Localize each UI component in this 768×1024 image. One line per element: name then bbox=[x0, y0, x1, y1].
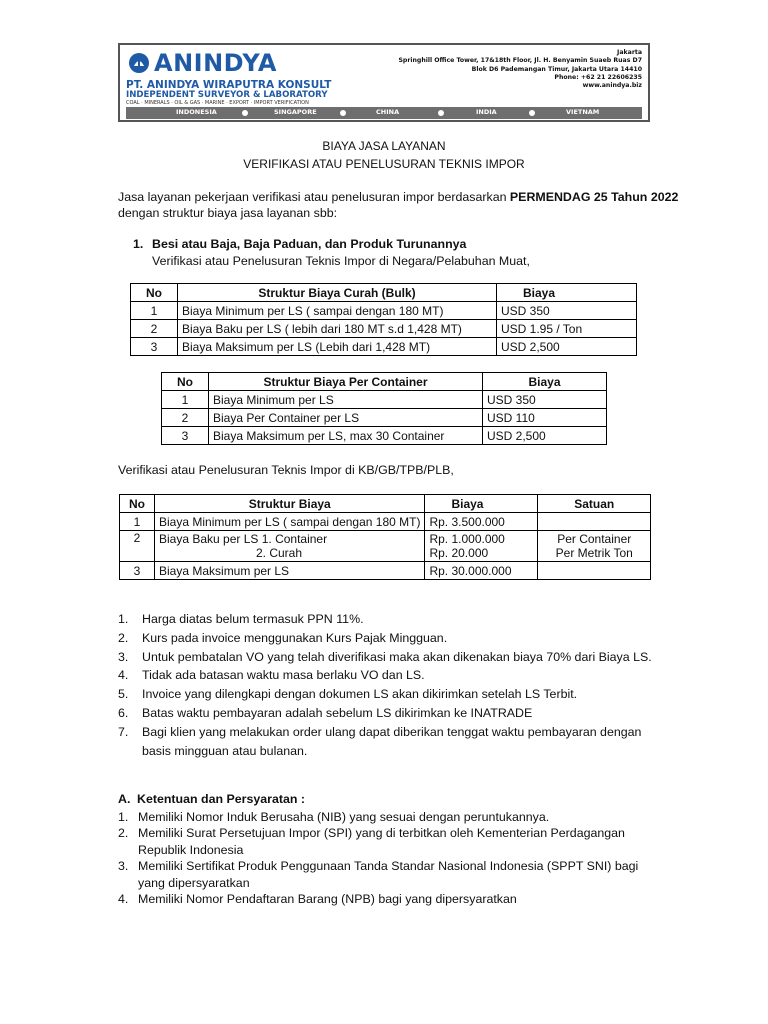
cell-no: 2 bbox=[120, 531, 155, 562]
company-name: PT. ANINDYA WIRAPUTRA KONSULT bbox=[126, 79, 332, 91]
item-number: 6. bbox=[118, 705, 129, 720]
cell-no: 2 bbox=[131, 320, 178, 338]
separator-dot-icon bbox=[438, 110, 444, 116]
cell-structure: Biaya Maksimum per LS bbox=[155, 562, 425, 580]
item-text: Memiliki Sertifikat Produk Penggunaan Tanda Standar Nasional Indonesia (SPPT SNI) bagi bbox=[138, 859, 639, 874]
cell-structure: Biaya Maksimum per LS, max 30 Container bbox=[209, 427, 483, 445]
cell-no: 3 bbox=[162, 427, 209, 445]
brand-name: ANINDYA bbox=[154, 49, 278, 77]
cell-structure: Biaya Minimum per LS bbox=[209, 391, 483, 409]
letterhead bbox=[118, 43, 650, 122]
item-number: 4. bbox=[118, 892, 129, 907]
company-tagline: INDEPENDENT SURVEYOR & LABORATORY bbox=[126, 90, 328, 100]
list-item bbox=[118, 809, 638, 825]
intro-paragraph bbox=[118, 190, 678, 204]
country-label: SINGAPORE bbox=[274, 108, 317, 116]
cost-line: Rp. 20.000 bbox=[429, 546, 489, 560]
doc-title: BIAYA JASA LAYANAN bbox=[322, 139, 446, 153]
cell-cost: USD 2,500 bbox=[483, 427, 607, 445]
list-item bbox=[118, 891, 638, 907]
table-row bbox=[120, 562, 651, 580]
table-row bbox=[131, 302, 637, 320]
table-header-row bbox=[131, 284, 637, 302]
item-number: 2. bbox=[118, 630, 129, 645]
item-text: Batas waktu pembayaran adalah sebelum LS dikirimkan ke INATRADE bbox=[142, 705, 533, 720]
item-number: 3. bbox=[118, 649, 129, 664]
list-item bbox=[118, 858, 638, 891]
company-address bbox=[398, 49, 642, 90]
intro-line-2: dengan struktur biaya jasa layanan sbb: bbox=[118, 206, 338, 220]
list-item bbox=[118, 704, 652, 723]
country-label: INDIA bbox=[476, 108, 497, 116]
cell-structure: Biaya Per Container per LS bbox=[209, 409, 483, 427]
item-text: Untuk pembatalan VO yang telah diverifikasi maka akan dikenakan biaya 70% dari Biaya LS. bbox=[142, 649, 652, 664]
separator-dot-icon bbox=[242, 110, 248, 116]
header-unit: Satuan bbox=[538, 495, 651, 513]
item-number: 1. bbox=[118, 810, 129, 824]
requirements-list bbox=[118, 809, 638, 907]
section-1-subtitle: Verifikasi atau Penelusuran Teknis Impor di Negara/Pelabuhan Muat, bbox=[152, 254, 530, 268]
cell-cost bbox=[425, 531, 538, 562]
cell-cost: USD 2,500 bbox=[497, 338, 637, 356]
list-item bbox=[118, 685, 652, 704]
unit-line: Per Container bbox=[557, 532, 632, 546]
country-label: INDONESIA bbox=[176, 108, 217, 116]
cost-line: Rp. 1.000.000 bbox=[429, 532, 505, 546]
doc-subtitle: VERIFIKASI ATAU PENELUSURAN TEKNIS IMPOR bbox=[243, 157, 525, 171]
header-no: No bbox=[131, 284, 178, 302]
country-label: CHINA bbox=[376, 108, 400, 116]
section-1-title: Besi atau Baja, Baja Paduan, dan Produk Turunannya bbox=[152, 237, 467, 251]
separator-dot-icon bbox=[529, 110, 535, 116]
cell-cost: USD 1.95 / Ton bbox=[497, 320, 637, 338]
structure-line: Biaya Baku per LS 1. Container bbox=[159, 532, 328, 546]
item-number: 5. bbox=[118, 687, 129, 702]
country-label: VIETNAM bbox=[566, 108, 600, 116]
header-structure: Struktur Biaya Per Container bbox=[209, 373, 483, 391]
item-text: Kurs pada invoice menggunakan Kurs Pajak Mingguan. bbox=[142, 630, 448, 645]
list-item bbox=[118, 610, 652, 629]
structure-line: 2. Curah bbox=[256, 546, 303, 560]
header-cost: Biaya bbox=[425, 495, 538, 513]
list-item bbox=[118, 648, 652, 667]
cell-no: 1 bbox=[131, 302, 178, 320]
cell-structure bbox=[155, 531, 425, 562]
section-a-title: Ketentuan dan Persyaratan : bbox=[137, 792, 306, 806]
section-1-number: 1. bbox=[133, 237, 144, 251]
cell-no: 1 bbox=[162, 391, 209, 409]
table-row bbox=[131, 338, 637, 356]
cell-unit bbox=[538, 531, 651, 562]
cell-no: 3 bbox=[120, 562, 155, 580]
item-text-continued: yang dipersyaratkan bbox=[138, 875, 250, 890]
list-item bbox=[118, 629, 652, 648]
cell-cost: USD 110 bbox=[483, 409, 607, 427]
item-text: Memiliki Nomor Induk Berusaha (NIB) yang sesuai dengan peruntukannya. bbox=[138, 810, 550, 824]
cell-structure: Biaya Maksimum per LS (Lebih dari 1,428 MT) bbox=[178, 338, 497, 356]
cell-cost: USD 350 bbox=[483, 391, 607, 409]
item-number: 3. bbox=[118, 859, 129, 874]
address-line: Jakarta bbox=[617, 49, 642, 56]
item-text: Invoice yang dilengkapi dengan dokumen LS akan dikirimkan setelah LS Terbit. bbox=[142, 687, 578, 702]
list-item bbox=[118, 825, 638, 858]
table-header-row bbox=[162, 373, 607, 391]
anindya-logo-icon bbox=[128, 52, 150, 74]
cell-no: 1 bbox=[120, 513, 155, 531]
header-structure: Struktur Biaya Curah (Bulk) bbox=[178, 284, 497, 302]
item-text-continued: Republik Indonesia bbox=[138, 842, 244, 857]
header-no: No bbox=[120, 495, 155, 513]
address-line: www.anindya.biz bbox=[582, 82, 642, 90]
header-cost: Biaya bbox=[497, 284, 637, 302]
item-number: 1. bbox=[118, 612, 129, 626]
table-header-row bbox=[120, 495, 651, 513]
cell-structure: Biaya Minimum per LS ( sampai dengan 180 MT) bbox=[155, 513, 425, 531]
intro-text: Jasa layanan pekerjaan verifikasi atau penelusuran impor berdasarkan bbox=[118, 190, 510, 204]
intro-regulation: PERMENDAG 25 Tahun 2022 bbox=[509, 190, 679, 204]
cell-no: 2 bbox=[162, 409, 209, 427]
container-fee-table bbox=[161, 372, 607, 445]
header-no: No bbox=[162, 373, 209, 391]
cell-cost: Rp. 3.500.000 bbox=[425, 513, 538, 531]
item-number: 7. bbox=[118, 724, 129, 739]
list-item bbox=[118, 723, 652, 761]
address-line: Blok D6 Pademangan Timur, Jakarta Utara 14410 bbox=[471, 65, 642, 73]
section-a-letter: A. bbox=[118, 792, 131, 806]
cell-structure: Biaya Baku per LS ( lebih dari 180 MT s.d 1,428 MT) bbox=[178, 320, 497, 338]
cell-unit bbox=[538, 562, 651, 580]
cell-cost: USD 350 bbox=[497, 302, 637, 320]
kb-fee-table bbox=[119, 494, 651, 580]
table-row bbox=[162, 409, 607, 427]
notes-list bbox=[118, 610, 652, 760]
bulk-fee-table bbox=[130, 283, 637, 356]
section-1b-subtitle: Verifikasi atau Penelusuran Teknis Impor di KB/GB/TPB/PLB, bbox=[118, 463, 454, 477]
cell-structure: Biaya Minimum per LS ( sampai dengan 180 MT) bbox=[178, 302, 497, 320]
item-text: Harga diatas belum termasuk PPN 11%. bbox=[142, 612, 364, 626]
country-bar bbox=[126, 107, 642, 119]
cell-cost: Rp. 30.000.000 bbox=[425, 562, 538, 580]
item-text: Bagi klien yang melakukan order ulang dapat diberikan tenggat waktu pembayaran dengan bbox=[142, 724, 642, 739]
table-row bbox=[120, 531, 651, 562]
table-row bbox=[162, 427, 607, 445]
item-text: Tidak ada batasan waktu masa berlaku VO dan LS. bbox=[142, 668, 425, 683]
table-row bbox=[120, 513, 651, 531]
company-subtagline: COAL · MINERALS · OIL & GAS · MARINE · EXPORT · IMPORT VERIFICATION bbox=[126, 100, 309, 106]
item-number: 2. bbox=[118, 826, 129, 841]
header-cost: Biaya bbox=[483, 373, 607, 391]
address-line: Phone: +62 21 22606235 bbox=[554, 73, 642, 81]
item-text: Memiliki Nomor Pendaftaran Barang (NPB) bagi yang dipersyaratkan bbox=[138, 892, 517, 907]
address-line: Springhill Office Tower, 17&18th Floor, Jl. H. Benyamin Suaeb Ruas D7 bbox=[398, 57, 642, 65]
header-structure: Struktur Biaya bbox=[155, 495, 425, 513]
table-row bbox=[131, 320, 637, 338]
item-number: 4. bbox=[118, 668, 129, 683]
unit-line: Per Metrik Ton bbox=[555, 546, 633, 560]
item-text-continued: basis mingguan atau bulanan. bbox=[142, 743, 308, 758]
separator-dot-icon bbox=[340, 110, 346, 116]
item-text: Memiliki Surat Persetujuan Impor (SPI) yang di terbitkan oleh Kementerian Perdagangan bbox=[138, 826, 625, 841]
cell-unit bbox=[538, 513, 651, 531]
cell-no: 3 bbox=[131, 338, 178, 356]
table-row bbox=[162, 391, 607, 409]
list-item bbox=[118, 666, 652, 685]
